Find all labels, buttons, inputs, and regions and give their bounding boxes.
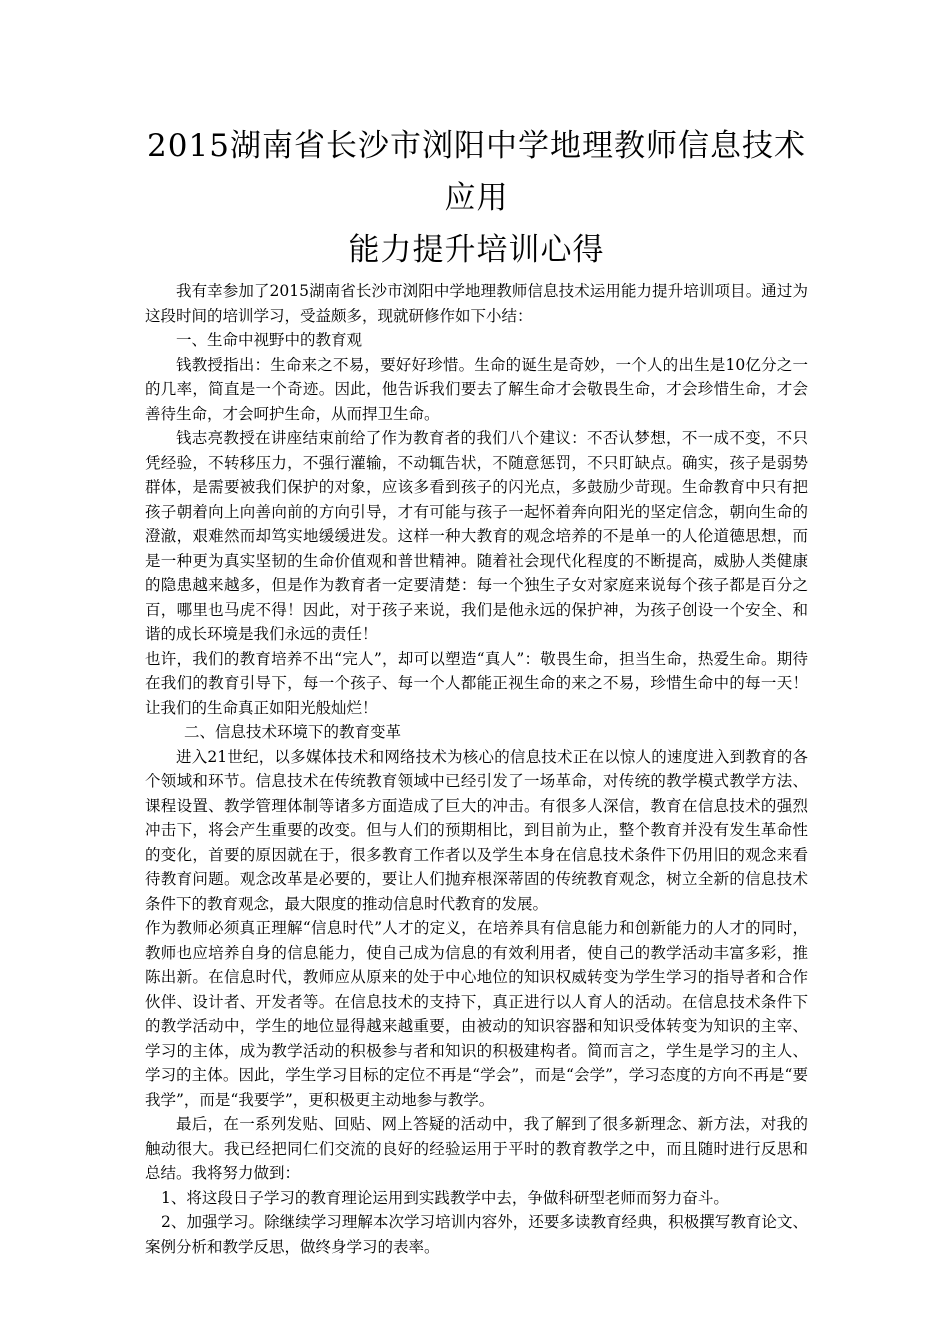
body-paragraph: 钱志亮教授在讲座结束前给了作为教育者的我们八个建议：不否认梦想，不一成不变，不只凭经验，不转移压力，不强行灌输，不动辄告状，不随意惩罚，不只盯缺点。确实，孩子是弱势群体，是需要被我们保护的对象，应该多看到孩子的闪光点，多鼓励少苛现。生命教育中只有把孩子朝着向上向善向前的方向引导，才有可能与孩子一起怀着奔向阳光的坚定信念，朝向生命的澄澈，艰难然而却笃实地缓缓进发。这样一种大教育的观念培养的不是单一的人伦道德思想，而是一种更为真实坚韧的生命价值观和普世精神。随着社会现代化程度的不断提高，威胁人类健康的隐患越来越多，但是作为教育者一定要清楚：每一个独生子女对家庭来说每个孩子都是百分之百，哪里也马虎不得！因此，对于孩子来说，我们是他永远的保护神，为孩子创设一个安全、和谐的成长环境是我们永远的责任！	[145, 429, 808, 643]
body-paragraph: 钱教授指出：生命来之不易，要好好珍惜。生命的诞生是奇妙，一个人的出生是10亿分之一的几率，简直是一个奇迹。因此，他告诉我们要去了解生命才会敬畏生命，才会珍惜生命，才会善待生命，才会呵护生命，从而捍卫生命。	[145, 355, 808, 423]
list-item: 2、加强学习。除继续学习理解本次学习培训内容外，还要多读教育经典，积极撰写教育论文、案例分析和教学反思，做终身学习的表率。	[145, 1213, 808, 1256]
body-paragraph: 最后，在一系列发贴、回贴、网上答疑的活动中，我了解到了很多新理念、新方法，对我的触动很大。我已经把同仁们交流的良好的经验运用于平时的教育教学之中，而且随时进行反思和总结。我将努力做到：	[145, 1115, 808, 1182]
document-page	[145, 120, 808, 1259]
body-paragraph: 作为教师必须真正理解“信息时代”人才的定义，在培养具有信息能力和创新能力的人才的同时，教师也应培养自身的信息能力，使自己成为信息的有效利用者，使自己的教学活动丰富多彩，推陈出新。在信息时代，教师应从原来的处于中心地位的知识权威转变为学生学习的指导者和合作伙伴、设计者、开发者等。在信息技术的支持下，真正进行以人育人的活动。在信息技术条件下的教学活动中，学生的地位显得越来越重要，由被动的知识容器和知识受体转变为知识的主宰、学习的主体，成为教学活动的积极参与者和知识的积极建构者。简而言之，学生是学习的主人、学习的主体。因此，学生学习目标的定位不再是“学会”，而是“会学”，学习态度的方向不再是“要我学”，而是“我要学”，更积极更主动地参与教学。	[145, 919, 808, 1109]
body-paragraph: 进入21世纪，以多媒体技术和网络技术为核心的信息技术正在以惊人的速度进入到教育的各个领域和环节。信息技术在传统教育领域中已经引发了一场革命，对传统的教学模式教学方法、课程设置、教学管理体制等诸多方面造成了巨大的冲击。有很多人深信，教育在信息技术的强烈冲击下，将会产生重要的改变。但与人们的预期相比，到目前为止，整个教育并没有发生革命性的变化，首要的原因就在于，很多教育工作者以及学生本身在信息技术条件下仍用旧的观念来看待教育问题。观念改革是必要的，要让人们抛弃根深蒂固的传统教育观念，树立全新的信息技术条件下的教育观念，最大限度的推动信息时代教育的发展。	[145, 747, 808, 913]
list-item: 1、将这段日子学习的教育理论运用到实践教学中去，争做科研型老师而努力奋斗。	[161, 1188, 729, 1207]
body-paragraph: 也许，我们的教育培养不出“完人”，却可以塑造“真人”：敬畏生命，担当生命，热爱生命。期待在我们的教育引导下，每一个孩子、每一个人都能正视生命的来之不易，珍惜生命中的每一天！让我们的生命真正如阳光般灿烂！	[145, 649, 808, 717]
section-heading-1: 一、生命中视野中的教育观	[176, 331, 363, 349]
title-line-1: 2015湖南省长沙市浏阳中学地理教师信息技术应用	[147, 128, 806, 216]
title-line-2: 能力提升培训心得	[348, 232, 605, 268]
document-title	[145, 120, 808, 276]
section-heading-2: 二、信息技术环境下的教育变革	[184, 723, 402, 741]
intro-paragraph: 我有幸参加了2015湖南省长沙市浏阳中学地理教师信息技术运用能力提升培训项目。通过为这段时间的培训学习，受益颇多，现就研修作如下小结：	[145, 282, 808, 325]
